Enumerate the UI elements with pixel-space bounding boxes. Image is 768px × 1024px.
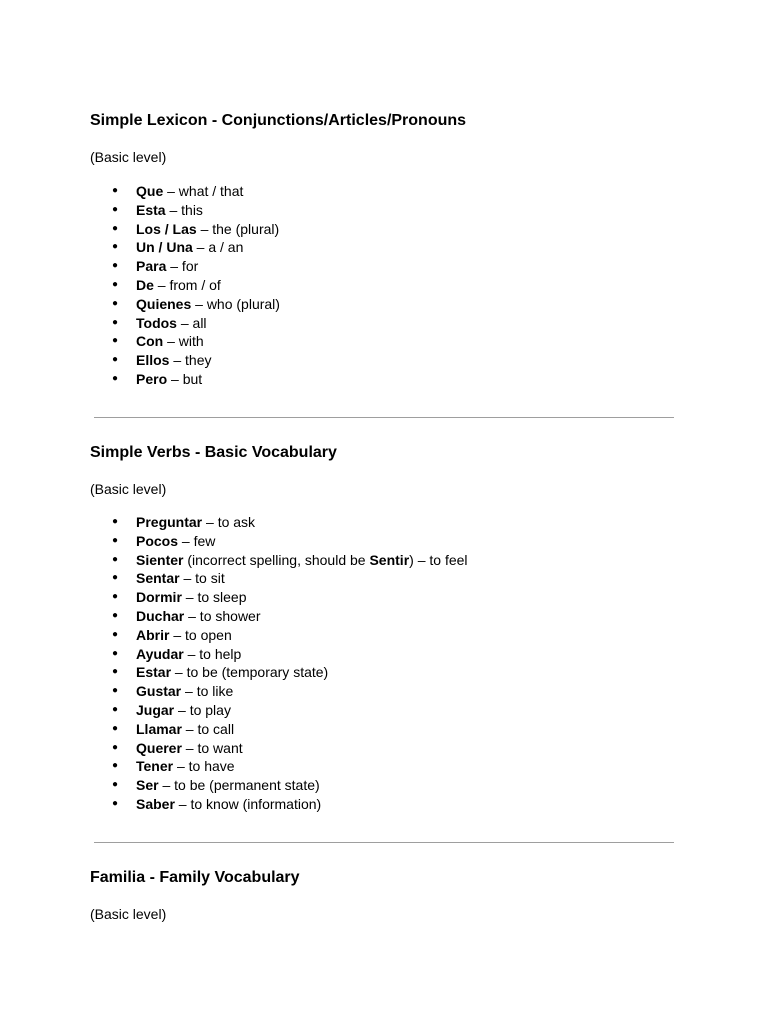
vocab-meaning: – to open [169, 626, 232, 643]
list-item [90, 588, 690, 607]
vocab-term: Abrir [136, 626, 170, 643]
list-item [90, 776, 690, 795]
vocab-meaning: – to know (information) [174, 795, 322, 812]
level-label: (Basic level) [90, 481, 167, 497]
vocab-meaning: – the (plural) [196, 220, 280, 237]
list-item [90, 701, 690, 720]
list-item [90, 332, 690, 351]
section-title: Simple Verbs - Basic Vocabulary [90, 444, 337, 461]
vocab-term: Los / Las [136, 220, 197, 237]
vocab-meaning: – but [167, 370, 203, 387]
list-item [90, 739, 690, 758]
list-item [90, 276, 690, 295]
list-item [90, 607, 690, 626]
vocab-term: Ayudar [136, 645, 184, 662]
vocab-meaning: – what / that [163, 183, 244, 199]
vocab-term: Un / Una [136, 239, 193, 256]
level-label: (Basic level) [90, 149, 167, 165]
vocab-term: Con [136, 333, 164, 350]
vocab-term: Estar [136, 664, 172, 681]
section-title: Familia - Family Vocabulary [90, 869, 300, 886]
list-item [90, 795, 690, 814]
list-item [90, 626, 690, 645]
vocab-meaning: – from / of [153, 276, 221, 293]
list-item [90, 370, 690, 389]
vocab-term: Ellos [136, 352, 170, 369]
vocab-meaning: – to like [181, 683, 234, 700]
vocab-meaning: – to sleep [181, 589, 247, 606]
section-lexicon [90, 111, 690, 389]
vocab-meaning: – a / an [192, 239, 244, 256]
vocab-meaning: – to have [173, 758, 235, 775]
list-item [90, 220, 690, 239]
vocab-meaning: – to call [181, 720, 235, 737]
vocab-meaning: – this [165, 201, 203, 218]
list-item [90, 295, 690, 314]
list-item [90, 663, 690, 682]
vocab-term: Llamar [136, 720, 182, 737]
section-divider [94, 417, 674, 418]
vocab-term: Gustar [136, 683, 182, 700]
vocab-term: Que [136, 183, 164, 199]
vocab-meaning: – to help [183, 645, 242, 662]
list-item [90, 532, 690, 551]
vocab-meaning: – to sit [179, 570, 225, 587]
vocab-meaning: – for [166, 258, 199, 275]
vocab-meaning: – they [169, 352, 212, 369]
list-item [90, 351, 690, 370]
vocab-term: Querer [136, 739, 182, 756]
vocab-list-lexicon [90, 182, 690, 389]
list-item [90, 201, 690, 220]
vocab-term: De [136, 276, 154, 293]
vocab-list-verbs [90, 513, 690, 814]
vocab-term: Esta [136, 201, 166, 218]
list-item [90, 257, 690, 276]
vocab-term: Jugar [136, 701, 175, 718]
list-item [90, 182, 690, 201]
vocab-term: Tener [136, 758, 174, 775]
vocab-term: Sentar [136, 570, 180, 587]
vocab-term: Dormir [136, 589, 182, 606]
vocab-term: Todos [136, 314, 177, 331]
vocab-term: Pero [136, 370, 168, 387]
vocab-term: Sienter [136, 551, 184, 568]
vocab-meaning: – to want [181, 739, 243, 756]
vocab-meaning: – to be (permanent state) [158, 777, 320, 794]
list-item [90, 569, 690, 588]
vocab-term: Saber [136, 795, 175, 812]
vocab-meaning: – to shower [184, 607, 261, 624]
list-item [90, 720, 690, 739]
vocab-meaning: – few [178, 532, 216, 549]
section-family [90, 868, 690, 923]
vocab-meaning: – with [163, 333, 204, 350]
vocab-meaning: – to play [174, 701, 231, 718]
list-item [90, 513, 690, 532]
vocab-meaning: – to be (temporary state) [171, 664, 329, 681]
vocab-term: Duchar [136, 607, 185, 624]
vocab-term: Preguntar [136, 514, 203, 530]
list-item [90, 682, 690, 701]
vocab-meaning: – all [176, 314, 207, 331]
vocab-meaning: – to ask [202, 514, 256, 530]
vocab-term: Ser [136, 777, 159, 794]
vocab-term: Quienes [136, 295, 192, 312]
level-label: (Basic level) [90, 906, 167, 922]
vocab-meaning: (incorrect spelling, should be [183, 551, 370, 568]
vocab-term: Pocos [136, 532, 179, 549]
list-item [90, 238, 690, 257]
list-item [90, 757, 690, 776]
vocab-term: Para [136, 258, 167, 275]
vocab-meaning: ) – to feel [409, 551, 468, 568]
list-item [90, 314, 690, 333]
section-divider [94, 842, 674, 843]
section-verbs [90, 443, 690, 814]
list-item [90, 645, 690, 664]
vocab-term: Sentir [369, 551, 410, 568]
vocab-meaning: – who (plural) [191, 295, 280, 312]
section-title: Simple Lexicon - Conjunctions/Articles/Pronouns [90, 112, 467, 129]
list-item [90, 551, 690, 570]
